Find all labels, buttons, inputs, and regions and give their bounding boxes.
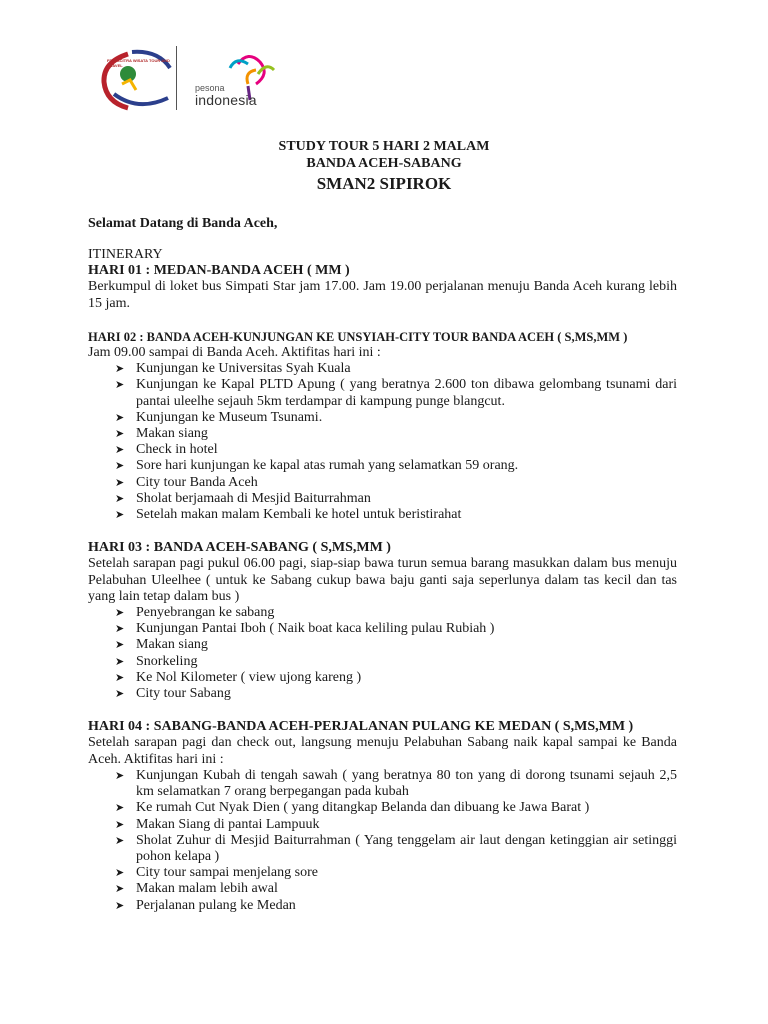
title-line-2: BANDA ACEH-SABANG: [306, 156, 462, 171]
day-intro: Jam 09.00 sampai di Banda Aceh. Aktifitas hari ini :: [88, 345, 381, 361]
list-item: ➤ City tour Banda Aceh: [88, 475, 677, 491]
pesona-logo-text: pesona: [195, 83, 225, 93]
logo-divider: [176, 46, 177, 110]
list-item: ➤ Kunjungan ke Museum Tsunami.: [88, 410, 677, 426]
indonesia-logo-text: indonesia: [195, 92, 257, 108]
activity-list: [88, 361, 677, 523]
list-item: ➤ Kunjungan Kubah di tengah sawah ( yang beratnya 80 ton yang di dorong tsunami sejauh 2,5 km selamatkan 7 orang berpegangan pada kubah: [88, 768, 677, 800]
title-line-1: STUDY TOUR 5 HARI 2 MALAM: [278, 139, 490, 154]
welcome-text: Selamat Datang di Banda Aceh,: [88, 216, 278, 231]
list-item: ➤ Kunjungan ke Kapal PLTD Apung ( yang beratnya 2.600 ton dibawa gelombang tsunami dari pantai uleelhe sejauh 5km terdampar di kampung punge blangcut.: [88, 377, 677, 409]
list-item: ➤ Makan siang: [88, 637, 677, 653]
day-title: HARI 04 : SABANG-BANDA ACEH-PERJALANAN PULANG KE MEDAN ( S,MS,MM ): [88, 719, 634, 735]
day-intro: Setelah sarapan pagi dan check out, langsung menuju Pelabuhan Sabang naik kapal sampai ke Banda Aceh. Aktifitas hari ini :: [88, 735, 677, 767]
list-item: ➤ Kunjungan ke Universitas Syah Kuala: [88, 361, 677, 377]
day-section-4: [88, 719, 677, 913]
company-logo-icon: [98, 44, 288, 114]
day-title: HARI 02 : BANDA ACEH-KUNJUNGAN KE UNSYIAH-CITY TOUR BANDA ACEH ( S,MS,MM ): [88, 329, 628, 344]
list-item: ➤ City tour sampai menjelang sore: [88, 865, 677, 881]
list-item: ➤ Perjalanan pulang ke Medan: [88, 898, 677, 914]
title-line-3: SMAN2 SIPIROK: [316, 174, 452, 193]
list-item: ➤ Penyebrangan ke sabang: [88, 605, 677, 621]
day-title: HARI 03 : BANDA ACEH-SABANG ( S,MS,MM ): [88, 540, 391, 556]
list-item: ➤ Ke Nol Kilometer ( view ujong kareng ): [88, 670, 677, 686]
list-item: ➤ Ke rumah Cut Nyak Dien ( yang ditangkap Belanda dan dibuang ke Jawa Barat ): [88, 800, 677, 816]
itinerary: [88, 247, 677, 931]
day-title: HARI 01 : MEDAN-BANDA ACEH ( MM ): [88, 263, 350, 279]
list-item: ➤ Makan siang: [88, 426, 677, 442]
list-item: ➤ Check in hotel: [88, 442, 677, 458]
list-item: ➤ Setelah makan malam Kembali ke hotel untuk beristirahat: [88, 507, 677, 523]
company-logo-text: PT. NACITRA WISATA TOUR AND TRAVEL: [107, 58, 170, 68]
day-intro: Setelah sarapan pagi pukul 06.00 pagi, siap-siap bawa turun semua barang masukkan dalam bus menuju Pelabuhan Uleelhee ( untuk ke Sabang cukup bawa baju ganti saja seperlunya dalam tas kecil dan tas yang lain tetap dalam bus ): [88, 556, 677, 604]
day-section-3: [88, 540, 677, 702]
day-intro: Berkumpul di loket bus Simpati Star jam 17.00. Jam 19.00 perjalanan menuju Banda Aceh kurang lebih 15 jam.: [88, 279, 677, 311]
itinerary-label: ITINERARY: [88, 247, 163, 262]
day-section-2: [88, 329, 677, 523]
list-item: ➤ City tour Sabang: [88, 686, 677, 702]
list-item: ➤ Sholat berjamaah di Mesjid Baiturrahman: [88, 491, 677, 507]
list-item: ➤ Makan malam lebih awal: [88, 881, 677, 897]
list-item: ➤ Kunjungan Pantai Iboh ( Naik boat kaca keliling pulau Rubiah ): [88, 621, 677, 637]
list-item: ➤ Snorkeling: [88, 654, 677, 670]
list-item: ➤ Sholat Zuhur di Mesjid Baiturrahman ( Yang tenggelam air laut dengan ketinggian air setinggi pohon kelapa ): [88, 833, 677, 865]
activity-list: [88, 605, 677, 702]
activity-list: [88, 768, 677, 914]
day-section-1: [88, 263, 677, 312]
list-item: ➤ Sore hari kunjungan ke kapal atas rumah yang selamatkan 59 orang.: [88, 458, 677, 474]
list-item: ➤ Makan Siang di pantai Lampuuk: [88, 817, 677, 833]
